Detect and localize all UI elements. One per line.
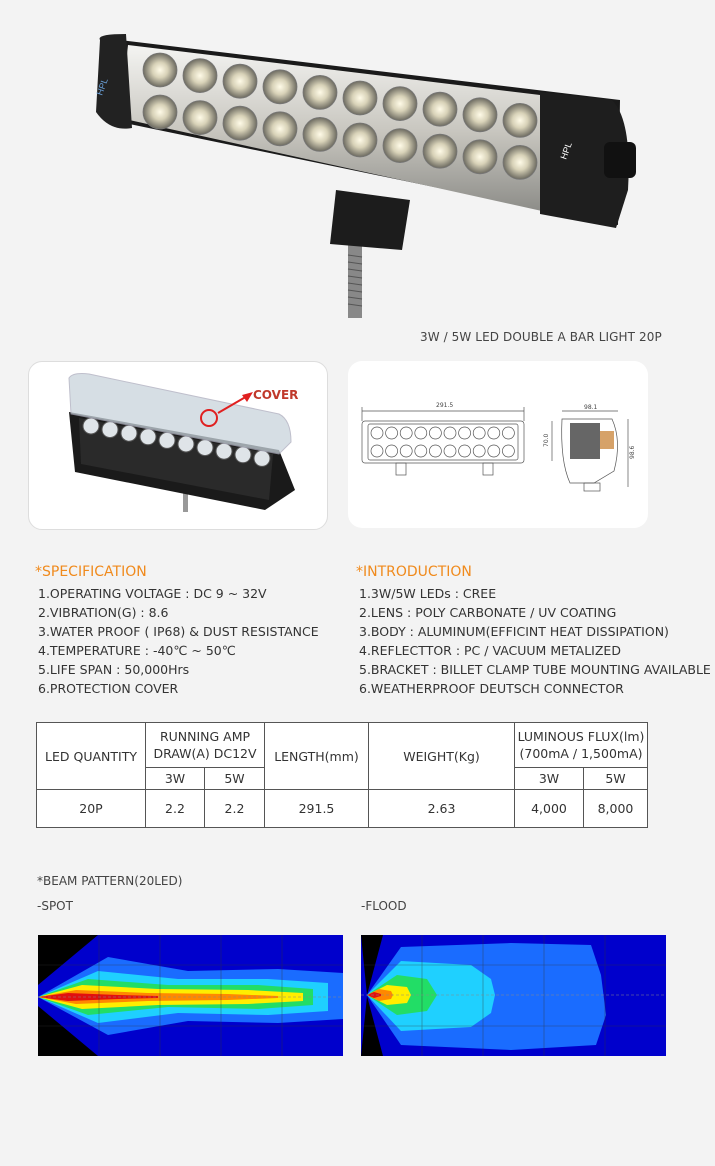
led-lens bbox=[143, 53, 177, 87]
led-outline bbox=[444, 445, 456, 457]
led-lens bbox=[121, 425, 137, 441]
spec-item: 2.VIBRATION(G) : 8.6 bbox=[38, 605, 169, 620]
led-outline bbox=[400, 445, 412, 457]
td-length: 291.5 bbox=[265, 790, 369, 828]
th-amp-3w: 3W bbox=[146, 768, 205, 790]
th-running-amp: RUNNING AMP DRAW(A) DC12V bbox=[146, 723, 265, 768]
specification-list bbox=[38, 584, 319, 698]
intro-item: 4.REFLECTTOR : PC / VACUUM METALIZED bbox=[359, 643, 621, 658]
led-lens bbox=[263, 70, 297, 104]
th-weight: WEIGHT(Kg) bbox=[369, 723, 515, 790]
td-weight: 2.63 bbox=[369, 790, 515, 828]
spot-label: -SPOT bbox=[37, 899, 73, 913]
led-outline bbox=[429, 445, 441, 457]
led-lens bbox=[343, 81, 377, 115]
led-lens bbox=[343, 123, 377, 157]
spec-item: 6.PROTECTION COVER bbox=[38, 681, 179, 696]
th-flux-5w: 5W bbox=[584, 768, 648, 790]
spot-beam-pattern bbox=[38, 935, 343, 1056]
dim-side-width-label: 98.1 bbox=[584, 404, 598, 411]
intro-item: 5.BRACKET : BILLET CLAMP TUBE MOUNTING AVAILABLE bbox=[359, 662, 711, 677]
product-hero-image bbox=[0, 0, 715, 330]
led-lens bbox=[140, 429, 156, 445]
led-outline bbox=[502, 427, 514, 439]
led-outline bbox=[459, 427, 471, 439]
technical-drawing-card bbox=[348, 361, 648, 528]
led-outline bbox=[429, 427, 441, 439]
flood-beam-pattern bbox=[361, 935, 666, 1056]
td-amp-5w: 2.2 bbox=[205, 790, 265, 828]
flood-label: -FLOOD bbox=[361, 899, 407, 913]
led-outline bbox=[488, 427, 500, 439]
specification-title: *SPECIFICATION bbox=[35, 564, 147, 580]
intro-item: 3.BODY : ALUMINUM(EFFICINT HEAT DISSIPATION) bbox=[359, 624, 669, 639]
led-outline bbox=[400, 427, 412, 439]
spec-item: 4.TEMPERATURE : -40℃ ~ 50℃ bbox=[38, 643, 236, 658]
cover-photo-card bbox=[28, 361, 328, 530]
led-lens bbox=[303, 117, 337, 151]
led-lens bbox=[254, 450, 270, 466]
led-outline bbox=[473, 427, 485, 439]
led-lens bbox=[463, 140, 497, 174]
svg-text:HPL: HPL bbox=[558, 140, 574, 161]
led-lens bbox=[423, 134, 457, 168]
led-outline bbox=[371, 427, 383, 439]
spec-table bbox=[36, 722, 648, 828]
product-caption: 3W / 5W LED DOUBLE A BAR LIGHT 20P bbox=[420, 330, 662, 344]
spec-item: 1.OPERATING VOLTAGE : DC 9 ~ 32V bbox=[38, 586, 267, 601]
spec-item: 5.LIFE SPAN : 50,000Hrs bbox=[38, 662, 190, 677]
led-lens bbox=[503, 145, 537, 179]
led-lens bbox=[503, 103, 537, 137]
td-flux-5w: 8,000 bbox=[584, 790, 648, 828]
th-amp-5w: 5W bbox=[205, 768, 265, 790]
led-lens bbox=[223, 64, 257, 98]
td-amp-3w: 2.2 bbox=[146, 790, 205, 828]
led-outline bbox=[502, 445, 514, 457]
led-lens bbox=[183, 59, 217, 93]
led-lens bbox=[178, 436, 194, 452]
th-luminous-flux: LUMINOUS FLUX(lm) (700mA / 1,500mA) bbox=[515, 723, 648, 768]
td-qty: 20P bbox=[37, 790, 146, 828]
led-lens bbox=[383, 87, 417, 121]
cover-label: COVER bbox=[253, 388, 299, 402]
technical-drawing bbox=[348, 361, 648, 528]
led-lens bbox=[223, 106, 257, 140]
led-lens bbox=[83, 418, 99, 434]
led-lens bbox=[383, 129, 417, 163]
led-outline bbox=[459, 445, 471, 457]
led-lens bbox=[102, 422, 118, 438]
dim-width-label: 291.5 bbox=[436, 402, 454, 409]
dim-height-label: 70.0 bbox=[543, 433, 550, 447]
led-outline bbox=[488, 445, 500, 457]
th-length: LENGTH(mm) bbox=[265, 723, 369, 790]
td-flux-3w: 4,000 bbox=[515, 790, 584, 828]
th-flux-3w: 3W bbox=[515, 768, 584, 790]
intro-item: 2.LENS : POLY CARBONATE / UV COATING bbox=[359, 605, 617, 620]
introduction-list bbox=[359, 584, 711, 698]
led-lens bbox=[216, 443, 232, 459]
led-outline bbox=[415, 445, 427, 457]
intro-item: 1.3W/5W LEDs : CREE bbox=[359, 586, 497, 601]
beam-pattern-title: *BEAM PATTERN(20LED) bbox=[37, 874, 183, 888]
led-lens bbox=[463, 98, 497, 132]
led-outline bbox=[371, 445, 383, 457]
brand-logo-text: HPL bbox=[94, 76, 110, 97]
led-outline bbox=[444, 427, 456, 439]
led-outline bbox=[386, 427, 398, 439]
led-lens bbox=[143, 95, 177, 129]
led-outline bbox=[473, 445, 485, 457]
led-outline bbox=[415, 427, 427, 439]
th-led-quantity: LED QUANTITY bbox=[37, 723, 146, 790]
led-lens bbox=[197, 440, 213, 456]
dim-side-height-label: 98.6 bbox=[629, 445, 636, 459]
led-outline bbox=[386, 445, 398, 457]
led-lens bbox=[235, 447, 251, 463]
spec-item: 3.WATER PROOF ( IP68) & DUST RESISTANCE bbox=[38, 624, 319, 639]
introduction-title: *INTRODUCTION bbox=[356, 564, 472, 580]
led-lens bbox=[183, 101, 217, 135]
led-lens bbox=[423, 92, 457, 126]
led-lens bbox=[263, 112, 297, 146]
intro-item: 6.WEATHERPROOF DEUTSCH CONNECTOR bbox=[359, 681, 624, 696]
led-lens bbox=[303, 75, 337, 109]
led-lens bbox=[159, 432, 175, 448]
